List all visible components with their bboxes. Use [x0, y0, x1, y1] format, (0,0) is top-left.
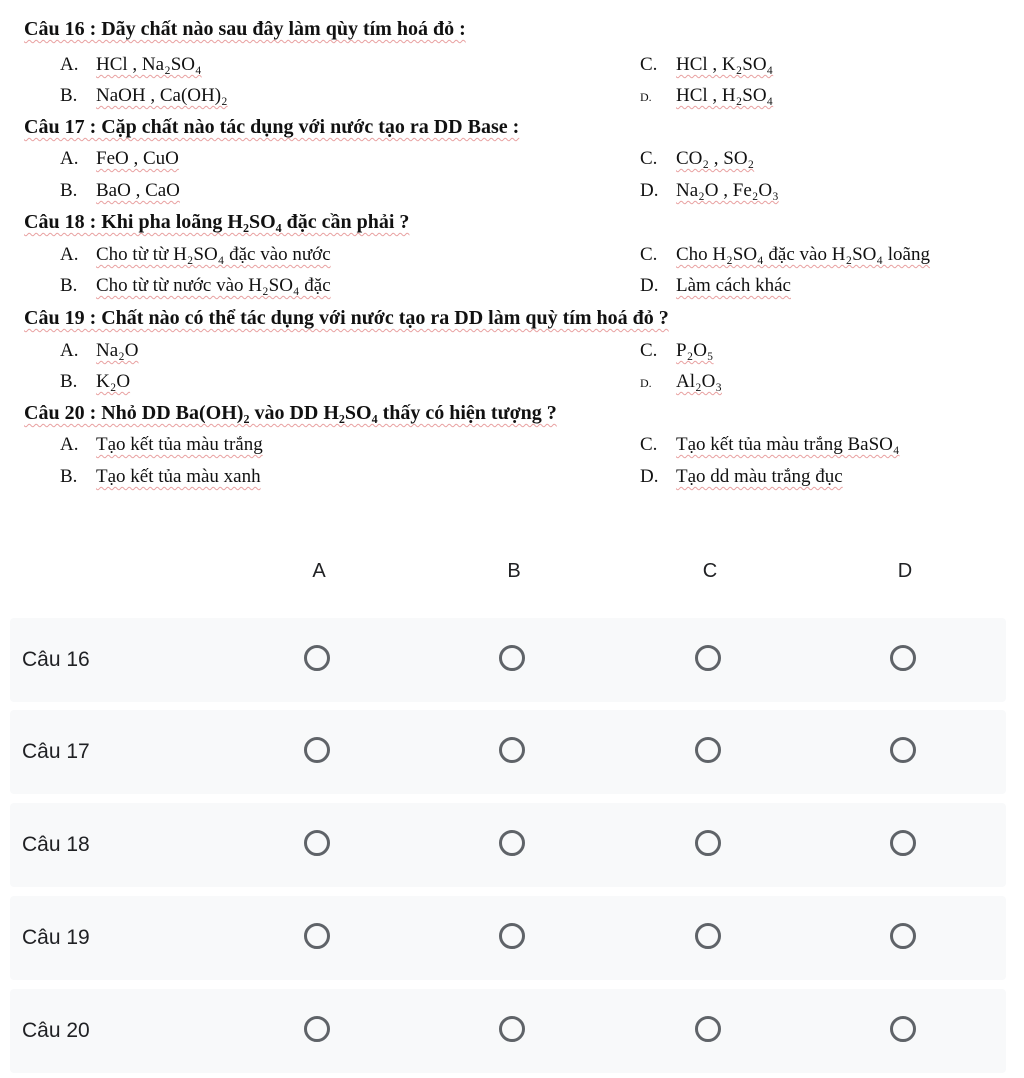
question-19-option-d: D. Al₂O₃: [640, 371, 722, 392]
question-18-option-b: B. Cho từ từ nước vào H₂SO₄ đặc: [60, 275, 331, 296]
question-16-option-d: D. HCl , H₂SO₄: [640, 85, 774, 106]
radio-cau-19-c[interactable]: [695, 923, 721, 949]
grid-row-cau-20: [10, 989, 1006, 1073]
column-header-d: D: [897, 560, 913, 582]
radio-cau-19-b[interactable]: [499, 923, 525, 949]
radio-cau-16-a[interactable]: [304, 645, 330, 671]
grid-row-cau-18: [10, 803, 1006, 887]
question-20-title: Câu 20 : Nhỏ DD Ba(OH)₂ vào DD H₂SO₄ thấy có hiện tượng ?: [24, 402, 557, 424]
radio-cau-17-d[interactable]: [890, 737, 916, 763]
radio-cau-20-d[interactable]: [890, 1016, 916, 1042]
question-20-option-b: B. Tạo kết tủa màu xanh: [60, 466, 261, 487]
column-header-c: C: [702, 560, 718, 582]
radio-cau-17-a[interactable]: [304, 737, 330, 763]
radio-cau-18-c[interactable]: [695, 830, 721, 856]
question-19-title: Câu 19 : Chất nào có thể tác dụng với nước tạo ra DD làm quỳ tím hoá đỏ ?: [24, 307, 669, 329]
radio-cau-18-a[interactable]: [304, 830, 330, 856]
radio-cau-20-b[interactable]: [499, 1016, 525, 1042]
question-16-option-b: B. NaOH , Ca(OH)₂: [60, 85, 228, 106]
grid-row-cau-16: [10, 618, 1006, 702]
exam-questions: [0, 0, 1024, 500]
question-19-option-b: B. K₂O: [60, 371, 131, 392]
question-19-option-a: A. Na₂O: [60, 340, 139, 361]
radio-cau-16-d[interactable]: [890, 645, 916, 671]
column-header-b: B: [507, 560, 521, 582]
question-17-title: Câu 17 : Cặp chất nào tác dụng với nước tạo ra DD Base :: [24, 116, 520, 138]
question-17-option-a: A. FeO , CuO: [60, 148, 179, 169]
radio-cau-19-a[interactable]: [304, 923, 330, 949]
question-20-option-d: D. Tạo dd màu trắng đục: [640, 466, 843, 487]
radio-cau-20-a[interactable]: [304, 1016, 330, 1042]
grid-row-cau-19: [10, 896, 1006, 980]
radio-cau-16-c[interactable]: [695, 645, 721, 671]
row-label: Câu 20: [22, 1019, 90, 1042]
row-label: Câu 18: [22, 833, 90, 856]
question-20-option-a: A. Tạo kết tủa màu trắng: [60, 434, 263, 455]
row-label: Câu 16: [22, 648, 90, 671]
question-17-option-d: D. Na₂O , Fe₂O₃: [640, 180, 779, 201]
column-header-a: A: [312, 560, 326, 582]
radio-cau-20-c[interactable]: [695, 1016, 721, 1042]
question-17-option-b: B. BaO , CaO: [60, 180, 180, 201]
radio-cau-18-d[interactable]: [890, 830, 916, 856]
question-19-option-c: C. P₂O₅: [640, 340, 714, 361]
radio-cau-17-b[interactable]: [499, 737, 525, 763]
grid-row-cau-17: [10, 710, 1006, 794]
question-18-title: Câu 18 : Khi pha loãng H₂SO₄ đặc cần phải ?: [24, 211, 410, 233]
question-18-option-a: A. Cho từ từ H₂SO₄ đặc vào nước: [60, 244, 331, 265]
radio-cau-19-d[interactable]: [890, 923, 916, 949]
radio-cau-17-c[interactable]: [695, 737, 721, 763]
question-20-option-c: C. Tạo kết tủa màu trắng BaSO₄: [640, 434, 900, 455]
question-16-option-c: C. HCl , K₂SO₄: [640, 54, 774, 75]
radio-cau-18-b[interactable]: [499, 830, 525, 856]
question-18-option-c: C. Cho H₂SO₄ đặc vào H₂SO₄ loãng: [640, 244, 930, 265]
question-17-option-c: C. CO₂ , SO₂: [640, 148, 755, 169]
radio-cau-16-b[interactable]: [499, 645, 525, 671]
question-16-title: Câu 16 : Dãy chất nào sau đây làm qùy tím hoá đỏ :: [24, 18, 466, 40]
question-16-option-a: A. HCl , Na₂SO₄: [60, 54, 202, 75]
question-18-option-d: D. Làm cách khác: [640, 275, 791, 296]
row-label: Câu 17: [22, 740, 90, 763]
row-label: Câu 19: [22, 926, 90, 949]
